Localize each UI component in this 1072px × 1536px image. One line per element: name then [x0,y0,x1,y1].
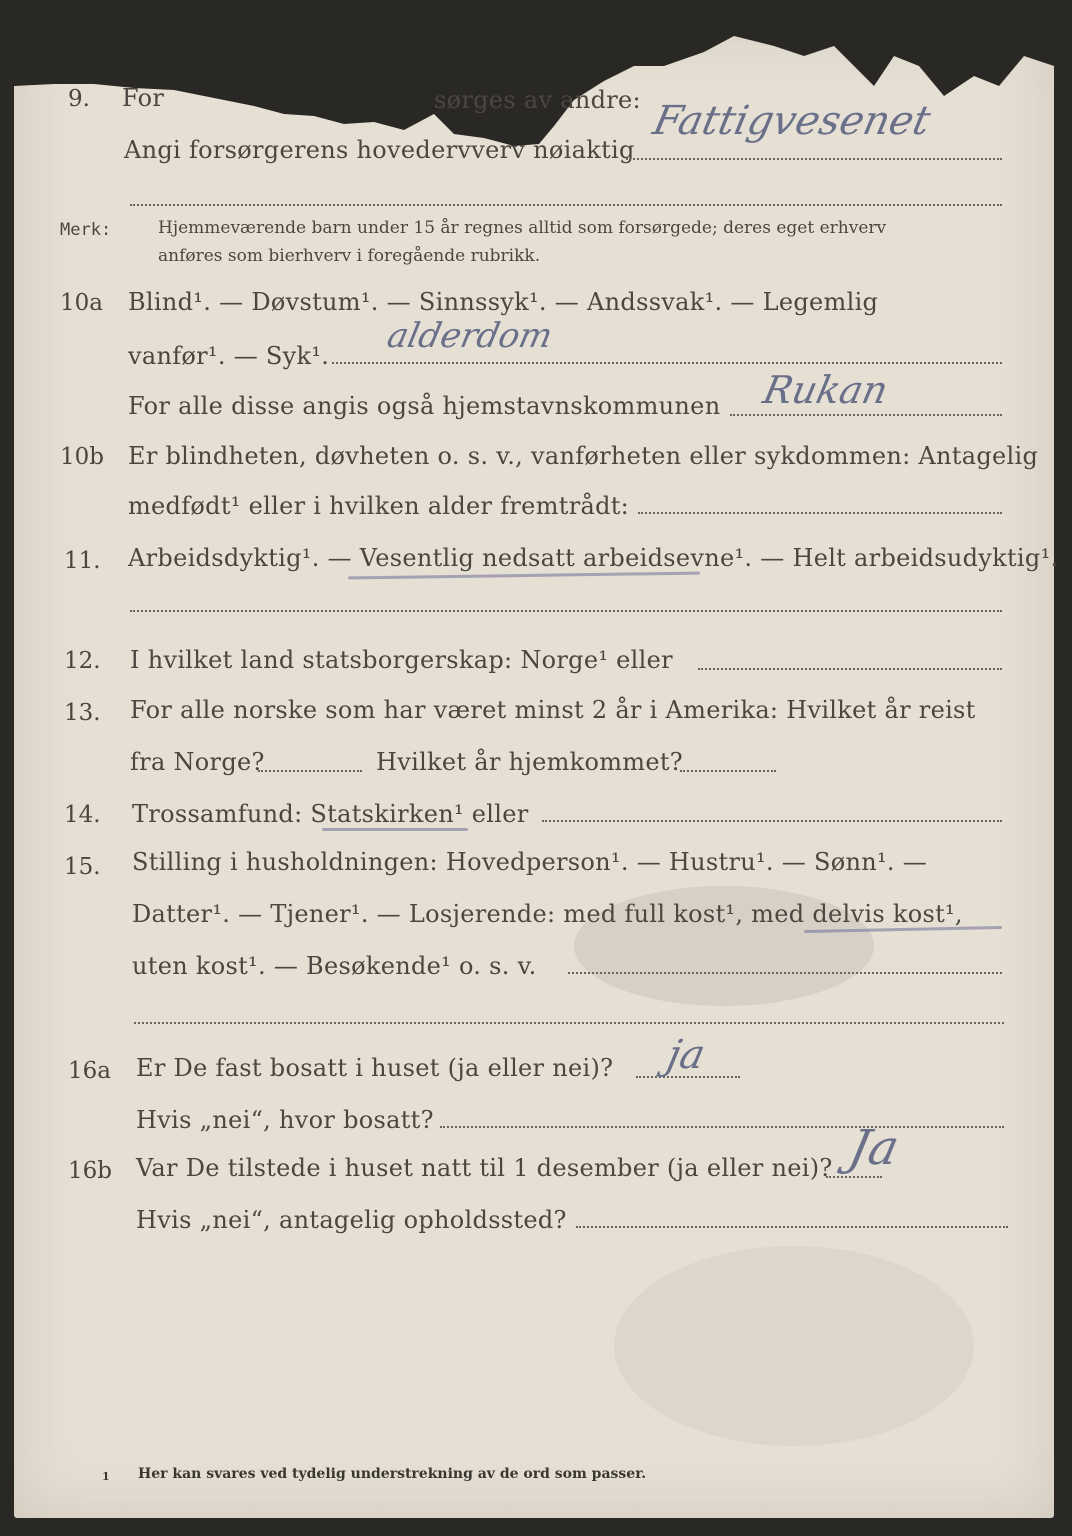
q10a-answer2-line [730,414,1002,416]
q16a-residence-line [440,1126,1004,1128]
q14-underline-mark [322,828,468,831]
q13-departure-line [258,770,362,772]
q13-line2b: Hvilket år hjemkommet? [376,748,683,776]
merk-line1: Hjemmeværende barn under 15 år regnes alltid som forsørgede; deres eget erhverv [158,218,887,238]
footnote-mark: 1 [102,1470,110,1483]
q11-underline-mark [348,572,700,580]
q15-line1: Stilling i husholdningen: Hovedperson¹. — Hustru¹. — Sønn¹. — [132,848,928,876]
q9-extra-line [130,204,1002,206]
q16a-answer[interactable]: ja [663,1032,710,1078]
q11-line1: Arbeidsdyktig¹. — Vesentlig nedsatt arbeidsevne¹. — Helt arbeidsudyktig¹. [128,544,1059,572]
q11-number: 11. [64,548,101,574]
merk-label: Merk: [60,220,112,240]
q16b-answer-line [826,1176,882,1178]
q12-line1: I hvilket land statsborgerskap: Norge¹ eller [130,646,673,674]
q14-number: 14. [64,802,101,828]
q10a-line3: For alle disse angis også hjemstavnskommunen [128,392,721,420]
q12-answer-line [698,668,1002,670]
footnote-text: Her kan svares ved tydelig understrekning av de ord som passer. [138,1466,647,1482]
q16b-line1: Var De tilstede i huset natt til 1 desember (ja eller nei)? [136,1154,833,1182]
q9-line1-start: For [122,84,165,112]
q11-extra-line [130,610,1002,612]
q9-answer-line [626,158,1002,160]
q14-answer-line [542,820,1002,822]
q16b-number: 16b [68,1158,112,1184]
paper-stain [614,1246,974,1446]
q10a-number: 10a [60,290,103,316]
q13-number: 13. [64,700,101,726]
q10b-line2: medfødt¹ eller i hvilken alder fremtrådt: [128,492,630,520]
q9-line1-end: sørges av andre: [434,86,641,114]
q16a-line1: Er De fast bosatt i huset (ja eller nei)? [136,1054,614,1082]
q14-line1: Trossamfund: Statskirken¹ eller [132,800,529,828]
q16b-location-line [576,1226,1008,1228]
q16b-answer[interactable]: Ja [844,1120,904,1176]
q13-line1: For alle norske som har været minst 2 år i Amerika: Hvilket år reist [130,696,976,724]
q9-answer[interactable]: Fattigvesenet [649,98,935,144]
q10a-line2: vanfør¹. — Syk¹. [128,342,330,370]
q10a-answer2[interactable]: Rukan [759,368,892,412]
q16b-line2: Hvis „nei“, antagelig opholdssted? [136,1206,567,1234]
q15-extra-line [134,1022,1004,1024]
q15-number: 15. [64,854,101,880]
q10b-line1: Er blindheten, døvheten o. s. v., vanførheten eller sykdommen: Antagelig [128,442,1039,470]
q10a-answer1-line [332,362,1002,364]
q13-return-line [680,770,776,772]
q15-line2: Datter¹. — Tjener¹. — Losjerende: med full kost¹, med delvis kost¹, [132,900,963,928]
q9-number: 9. [68,86,90,112]
q16a-line2: Hvis „nei“, hvor bosatt? [136,1106,434,1134]
q10a-line1: Blind¹. — Døvstum¹. — Sinnssyk¹. — Andssvak¹. — Legemlig [128,288,879,316]
merk-line2: anføres som bierhverv i foregående rubrikk. [158,246,541,266]
census-form-sheet [14,26,1059,1518]
q16a-number: 16a [68,1058,111,1084]
q15-answer-line [568,972,1002,974]
q10b-number: 10b [60,444,104,470]
q15-line3: uten kost¹. — Besøkende¹ o. s. v. [132,952,537,980]
q10b-answer-line [638,512,1002,514]
q12-number: 12. [64,648,101,674]
q13-line2a: fra Norge? [130,748,265,776]
q10a-answer1[interactable]: alderdom [383,316,557,356]
q9-line2: Angi forsørgerens hovedervverv nøiaktig [124,136,635,164]
